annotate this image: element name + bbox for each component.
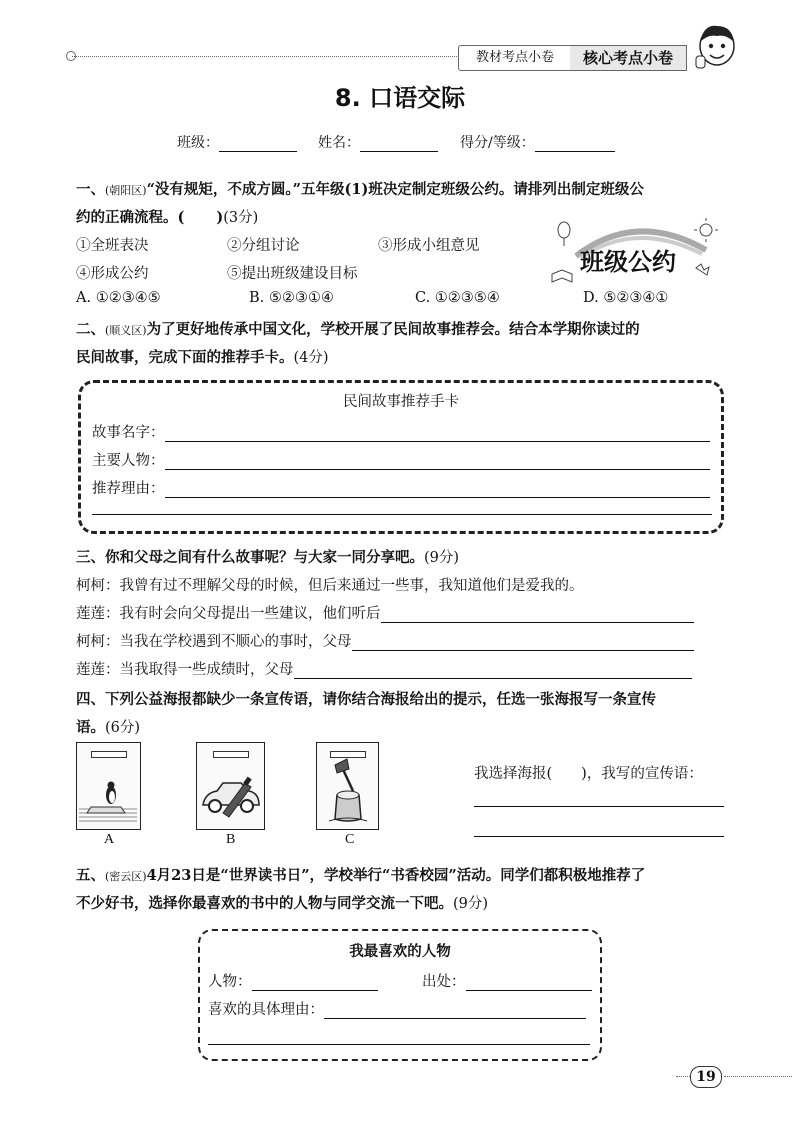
- q5-line-2: 不少好书，选择你最喜欢的书中的人物与同学交流一下吧。(9分): [76, 895, 489, 912]
- source-field: 出处：: [422, 970, 592, 991]
- name-blank[interactable]: [360, 151, 438, 152]
- q3-dialog-3: 柯柯：当我在学校遇到不顺心的事时，父母: [76, 630, 694, 651]
- penguin-on-ice-icon: [77, 743, 140, 829]
- mascot-boy-icon: [694, 22, 740, 74]
- story-name-blank[interactable]: [165, 441, 710, 442]
- story-name-field: 故事名字：: [92, 421, 710, 442]
- q1-item-2: ②分组讨论: [227, 238, 300, 254]
- q3-heading: 三、你和父母之间有什么故事呢？与大家一同分享吧。(9分): [76, 549, 460, 566]
- score-blank[interactable]: [535, 151, 615, 152]
- header-tag-textbook: 教材考点小卷: [458, 45, 572, 71]
- q4-line-2: 语。(6分): [76, 719, 141, 736]
- poster-c-label: C: [345, 832, 355, 847]
- q3-blank-1[interactable]: [381, 622, 694, 623]
- reason-blank[interactable]: [324, 1018, 586, 1019]
- folk-story-card-title: 民间故事推荐手卡: [343, 394, 459, 410]
- class-blank[interactable]: [219, 151, 297, 152]
- name-field: [318, 132, 438, 152]
- q2-line-2: 民间故事，完成下面的推荐手卡。(4分): [76, 349, 329, 366]
- q3-dialog-1: 柯柯：我曾有过不理解父母的时候，但后来通过一些事，我知道他们是爱我的。: [76, 578, 584, 594]
- q1-option-a[interactable]: A. ①②③④⑤: [76, 290, 161, 306]
- name-label: 姓名：: [318, 135, 360, 151]
- poster-a-label: A: [104, 832, 115, 847]
- recommend-reason-blank-2[interactable]: [92, 514, 712, 515]
- footer-dotted-left: [676, 1076, 690, 1077]
- header-tag-core: 核心考点小卷: [570, 45, 687, 71]
- q1-item-3: ③形成小组意见: [378, 238, 480, 254]
- header-dotted-line: [72, 56, 457, 57]
- page-number: 19: [690, 1066, 722, 1088]
- q1-item-1: ①全班表决: [76, 238, 149, 254]
- q1-option-b[interactable]: B. ⑤②③①④: [249, 290, 334, 306]
- q3-dialog-4: 莲莲：当我取得一些成绩时，父母: [76, 658, 692, 679]
- q1-line-2: 约的正确流程。( )(3分): [76, 209, 259, 226]
- class-rules-illustration: [546, 216, 726, 288]
- character-blank[interactable]: [252, 990, 378, 991]
- recommend-reason-blank[interactable]: [165, 497, 710, 498]
- q1-item-5: ⑤提出班级建设目标: [227, 266, 358, 282]
- q2-line-1: 二、(顺义区)为了更好地传承中国文化，学校开展了民间故事推荐会。结合本学期你读过的: [76, 321, 640, 338]
- poster-b[interactable]: [196, 742, 265, 830]
- car-with-bottle-icon: [197, 743, 264, 829]
- q1-line-1: 一、(朝阳区)“没有规矩，不成方圆。”五年级(1)班决定制定班级公约。请排列出制定班级公: [76, 181, 644, 198]
- slogan-blank-2[interactable]: [474, 836, 724, 837]
- main-characters-blank[interactable]: [165, 469, 710, 470]
- favorite-character-title: 我最喜欢的人物: [349, 943, 451, 960]
- q3-blank-3[interactable]: [294, 678, 692, 679]
- score-label: 得分/等级：: [460, 135, 535, 151]
- q5-line-1: 五、(密云区)4月23日是“世界读书日”，学校举行“书香校园”活动。同学们都积极地推荐了: [76, 867, 646, 884]
- q1-option-d[interactable]: D. ⑤②③④①: [583, 290, 669, 306]
- q4-choose-prompt: 我选择海报( )，我写的宣传语：: [474, 766, 703, 782]
- recommend-reason-field: 推荐理由：: [92, 477, 710, 498]
- reason-blank-2[interactable]: [208, 1044, 590, 1045]
- poster-b-label: B: [226, 832, 236, 847]
- q3-dialog-2: 莲莲：我有时会向父母提出一些建议，他们听后: [76, 602, 694, 623]
- poster-a[interactable]: [76, 742, 141, 830]
- score-field: [460, 132, 615, 152]
- q3-blank-2[interactable]: [352, 650, 694, 651]
- tree-stump-axe-icon: [317, 743, 378, 829]
- poster-c[interactable]: [316, 742, 379, 830]
- q1-option-c[interactable]: C. ①②③⑤④: [415, 290, 500, 306]
- character-field: 人物：: [208, 970, 378, 991]
- slogan-blank-1[interactable]: [474, 806, 724, 807]
- footer-dotted-right: [724, 1076, 792, 1077]
- class-rules-text: 班级公约: [580, 248, 676, 276]
- class-field: [177, 132, 297, 152]
- q1-item-4: ④形成公约: [76, 266, 149, 282]
- main-characters-field: 主要人物：: [92, 449, 710, 470]
- q4-line-1: 四、下列公益海报都缺少一条宣传语，请你结合海报给出的提示，任选一张海报写一条宣传: [76, 691, 656, 708]
- class-label: 班级：: [177, 135, 219, 151]
- page-title: 8. 口语交际: [334, 84, 466, 112]
- reason-field: 喜欢的具体理由：: [208, 998, 586, 1019]
- source-blank[interactable]: [466, 990, 592, 991]
